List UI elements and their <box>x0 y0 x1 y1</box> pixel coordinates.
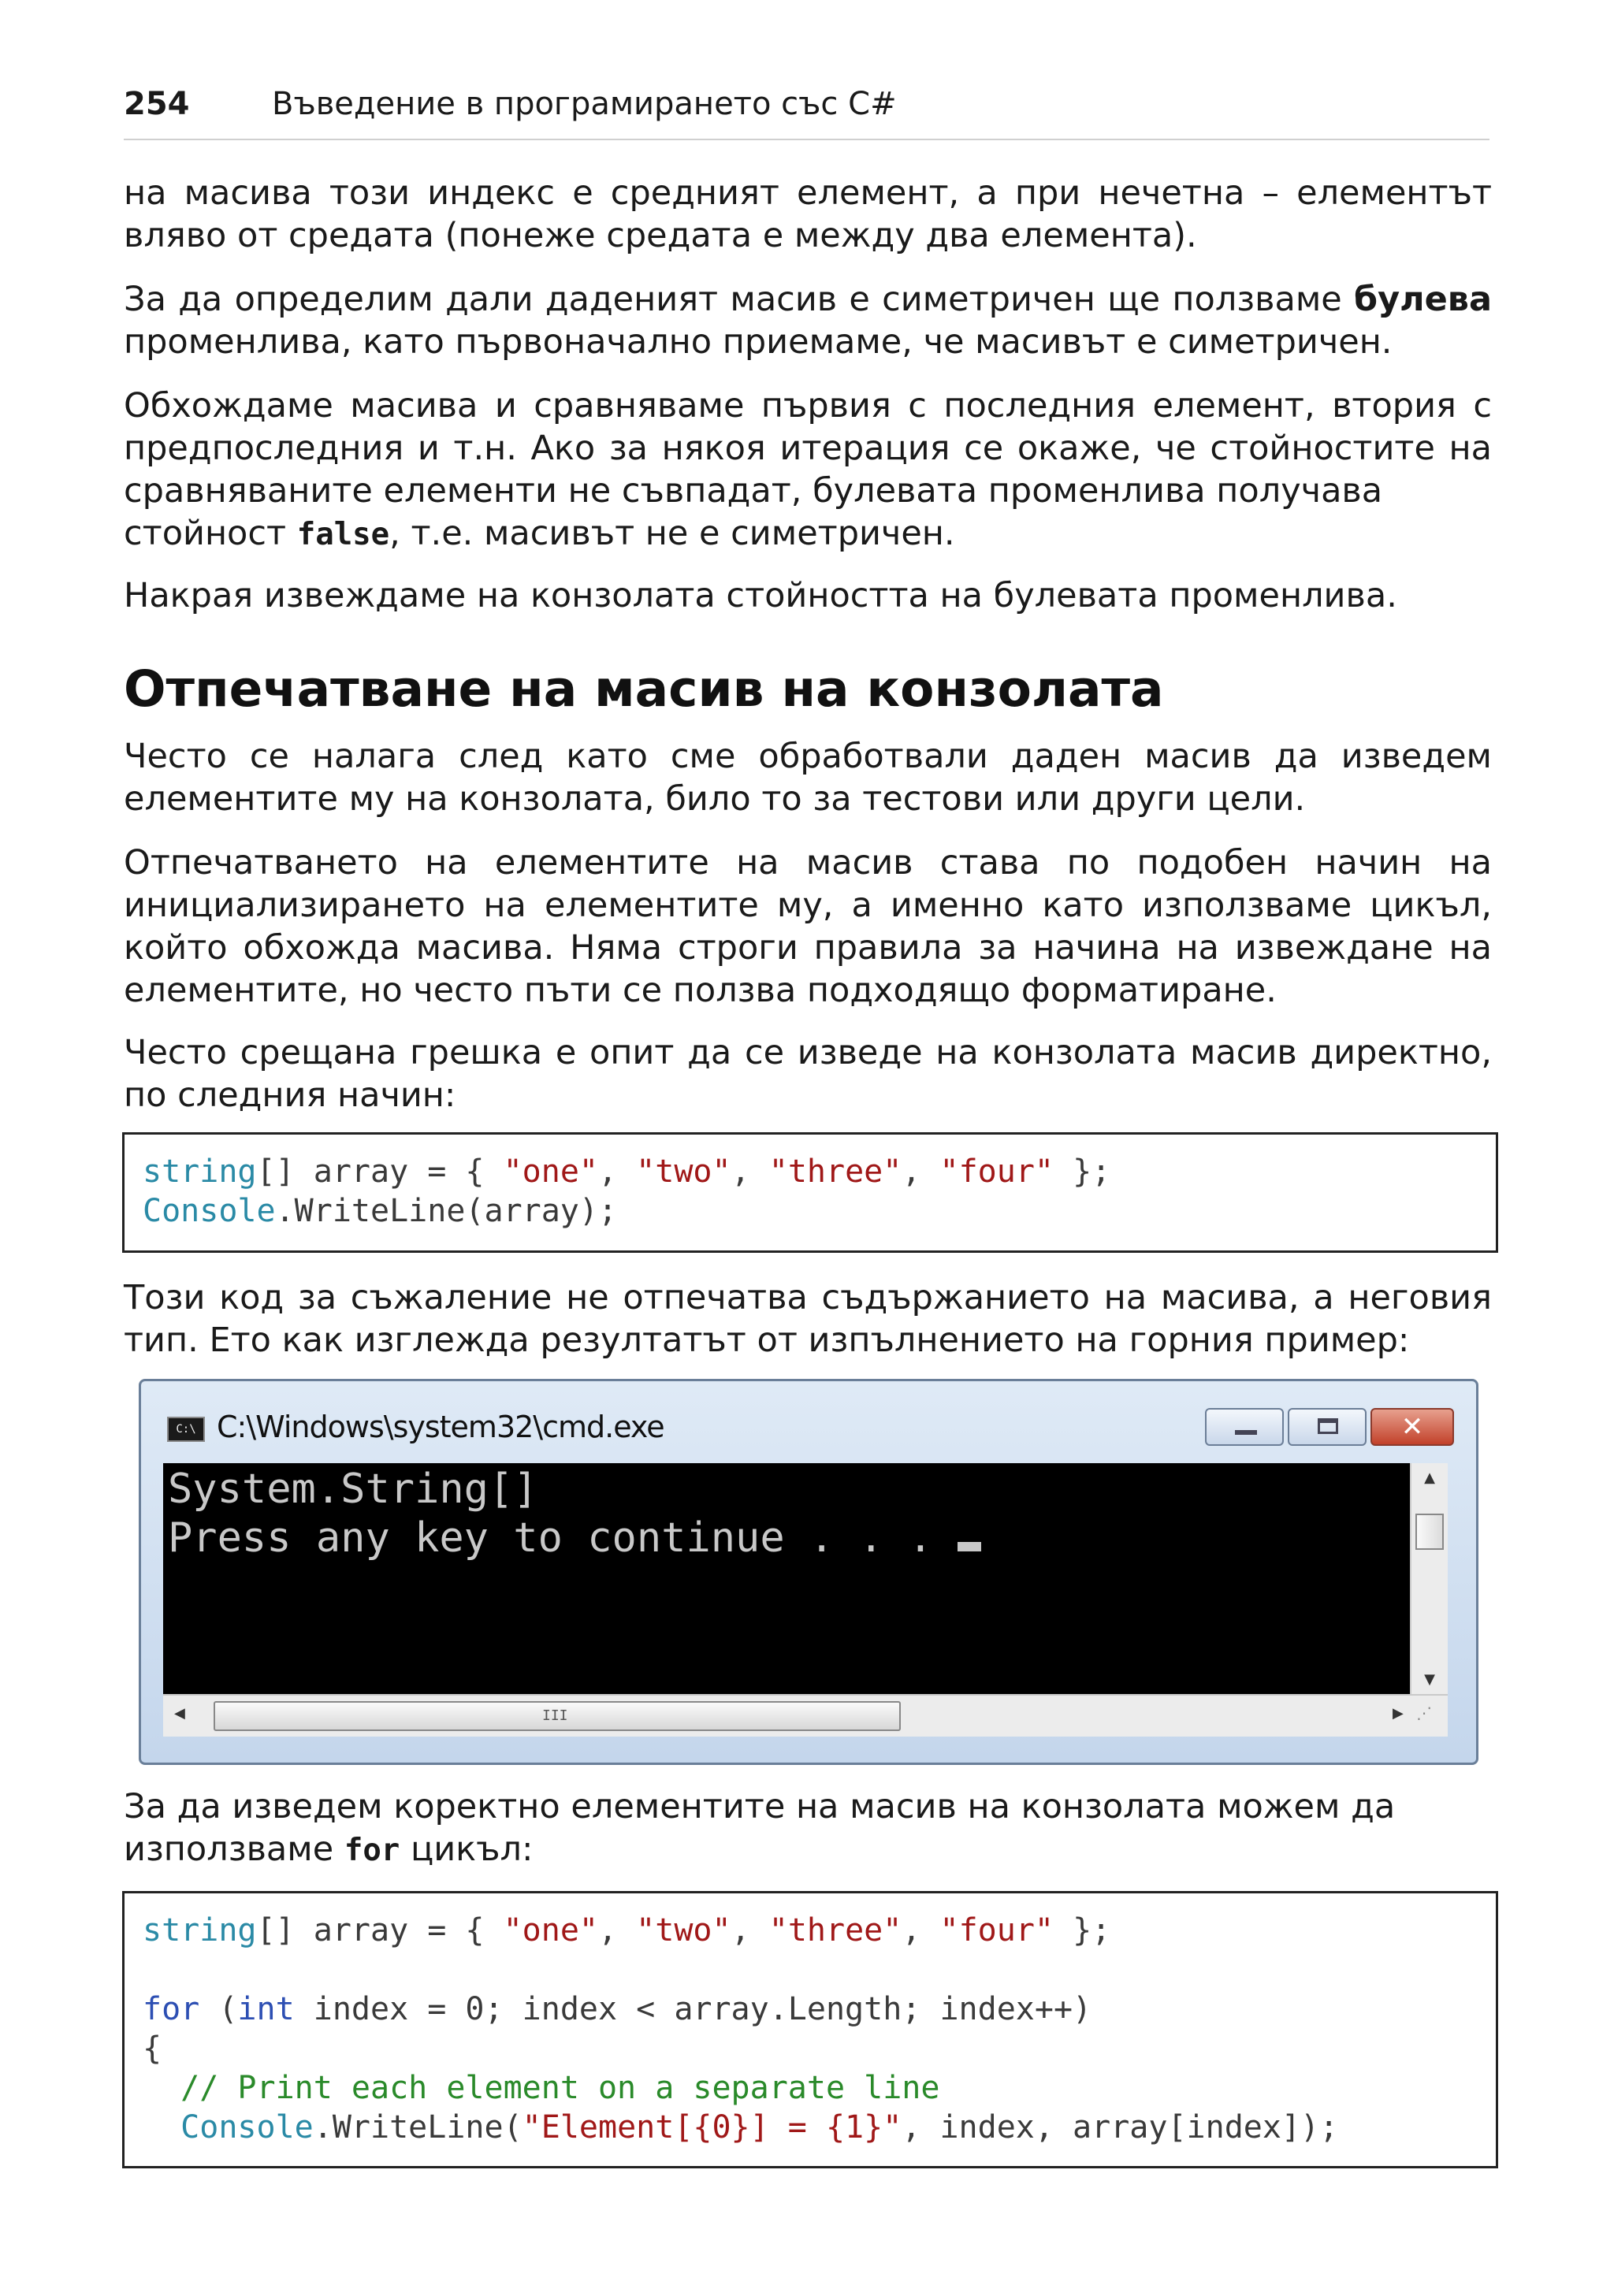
maximize-button[interactable] <box>1288 1408 1367 1446</box>
code-listing: string[] array = { "one", "two", "three", "four" }; Console.WriteLine(array); <box>143 1154 1111 1229</box>
maximize-icon <box>1318 1418 1338 1434</box>
paragraph-printing-loop: Отпечатването на елементите на масив става по подобен начин на инициализирането на елементите му, а именно като използваме цикъл, който обхожда масива. Няма строги правила за начина на извеждане на елементите, но често пъти се ползва подходящо форматиране. <box>124 843 1492 1010</box>
scroll-right-icon[interactable]: ▶ <box>1393 1705 1404 1722</box>
paragraph-print-result: Накрая извеждаме на конзолата стойността на булевата променлива. <box>124 576 1397 615</box>
paragraph-boolean-variable: За да определим дали даденият масив е симетричен ще ползваме булева променлива, като първоначално приемаме, че масивът е симетричен. <box>124 280 1492 362</box>
section-heading: Отпечатване на масив на конзолата <box>124 660 1164 718</box>
code-block-direct-print <box>122 1132 1498 1253</box>
inline-code-false: false <box>296 517 390 552</box>
paragraph-common-mistake: Често срещана грешка е опит да се изведе на конзолата масив директно, по следния начин: <box>124 1033 1492 1115</box>
close-button[interactable] <box>1370 1408 1454 1446</box>
window-title: C:\Windows\system32\cmd.exe <box>217 1410 664 1444</box>
bold-term: булева <box>1354 280 1492 319</box>
scroll-down-icon[interactable]: ▼ <box>1424 1671 1435 1688</box>
code-listing: string[] array = { "one", "two", "three", "four" }; for (int index = 0; index < array.Length; index++) { // Print each element on a separate line Console.WriteLine("Element[{0}] = {1}", index, array[index]); <box>143 1912 1339 2146</box>
inline-code-for: for <box>344 1833 400 1868</box>
console-output[interactable] <box>163 1463 1410 1694</box>
paragraph-compare-elements: Обхождаме масива и сравняваме първия с последния елемент, втория с предпоследния и т.н. Ако за някоя итерация се окаже, че стойностите на сравняваните елементи не съвпадат, булевата променлива получава стойност false, т.е. масивът не е симетричен. <box>124 386 1492 553</box>
console-line-2: Press any key to continue . . . <box>168 1514 958 1562</box>
text-cursor <box>958 1542 981 1551</box>
vertical-scrollbar[interactable] <box>1410 1463 1448 1694</box>
code-block-for-loop <box>122 1891 1498 2168</box>
horizontal-scroll-thumb[interactable] <box>214 1701 901 1731</box>
minimize-button[interactable] <box>1205 1408 1284 1446</box>
minimize-icon <box>1235 1430 1257 1435</box>
console-line-1: System.String[] <box>168 1466 538 1513</box>
scroll-up-icon[interactable]: ▲ <box>1424 1469 1435 1486</box>
paragraph-type-printed: Този код за съжаление не отпечатва съдържанието на масива, а неговия тип. Ето как изглежда резултатът от изпълнението на горния пример: <box>124 1278 1492 1360</box>
page-number: 254 <box>124 86 190 122</box>
scroll-left-icon[interactable]: ◀ <box>174 1705 185 1722</box>
grip-icon: III <box>542 1707 568 1724</box>
horizontal-scrollbar[interactable] <box>163 1694 1448 1737</box>
running-header <box>124 82 1489 140</box>
resize-grip-icon[interactable]: ⋰ <box>1416 1703 1432 1722</box>
paragraph-print-elements: Често се налага след като сме обработвали даден масив да изведем елементите му на конзолата, било то за тестови или други цели. <box>124 737 1492 819</box>
console-window <box>139 1379 1478 1765</box>
vertical-scroll-thumb[interactable] <box>1415 1514 1444 1550</box>
book-title: Въведение в програмирането със C# <box>272 86 897 122</box>
close-icon: ✕ <box>1400 1411 1424 1443</box>
paragraph-for-loop: За да изведем коректно елементите на масив на конзолата можем да използваме for цикъл: <box>124 1787 1396 1869</box>
paragraph-middle-element: на масива този индекс е средният елемент, а при нечетна – елементът вляво от средата (понеже средата е между два елемента). <box>124 173 1492 255</box>
cmd-icon: C:\ <box>167 1417 205 1442</box>
